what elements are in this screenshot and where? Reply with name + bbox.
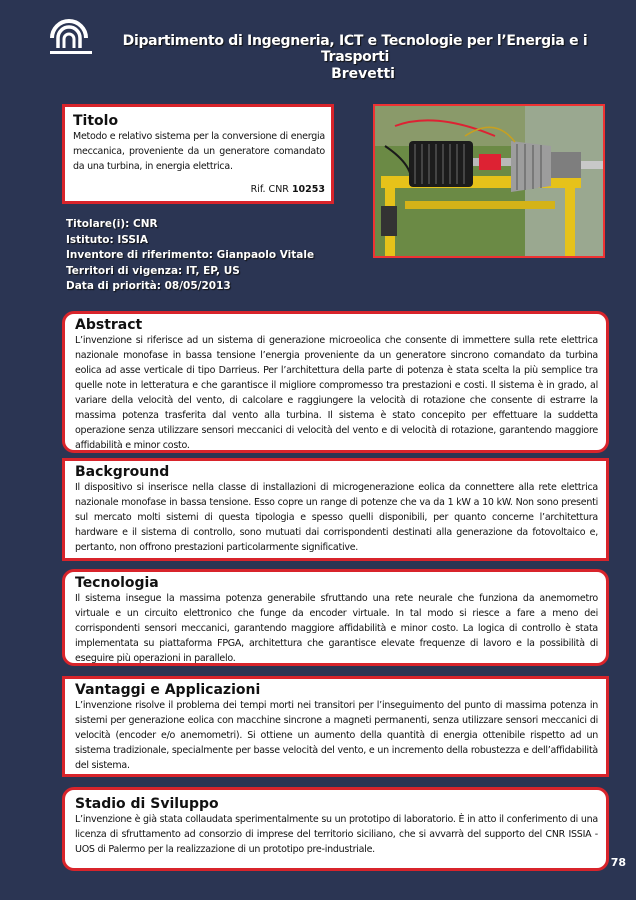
meta-territori: Territori di vigenza: IT, EP, US — [66, 264, 240, 277]
meta-titolare: Titolare(i): CNR — [66, 218, 158, 230]
titolo-heading: Titolo — [73, 113, 119, 129]
background-text: Il dispositivo si inserisce nella classe di installazioni di microgenerazione eolica da connettere alla rete elettrica nazionale monofase in bassa tensione. Esso copre un range di potenze che va da 1 kW a 10 kW. Non sono presenti sul mercato molti sistemi di questa tipologia e spesso quelli disponibili, per quanto concerne l’architettura hardware e il sistema di controllo, sono mutuati dai corrispondenti destinati alla generazione da fotovoltaico e, pertanto, non offrono prestazioni particolarmente significative. — [75, 482, 598, 553]
reference-label: Rif. CNR — [250, 184, 289, 195]
vantaggi-heading: Vantaggi e Applicazioni — [75, 682, 261, 698]
section-title: Brevetti — [331, 66, 395, 82]
page-number: 78 — [610, 856, 626, 869]
department-title: Dipartimento di Ingegneria, ICT e Tecnologie per l’Energia e i Trasporti — [122, 33, 588, 65]
prototype-photo-graphic — [375, 106, 603, 256]
titolo-text: Metodo e relativo sistema per la conversione di energia meccanica, proveniente da un generatore comandato da una turbina, in energia elettrica. — [73, 131, 325, 172]
background-heading: Background — [75, 464, 170, 480]
vantaggi-text: L’invenzione risolve il problema dei tempi morti nei transitori per l’inseguimento del punto di massima potenza in sistemi per generazione eolica con macchine sincrone a magneti permanenti, senza utilizzare sensori meccanici di velocità (encoder e/o anemometri). Si ottiene un aumento della quantità di energia ottenibile rispetto ad un sistema tradizionale, specialmente per basse velocità del vento, e un incremento della robustezza e dell’affidabilità del sistema. — [75, 700, 598, 771]
stadio-text: L’invenzione è già stata collaudata sperimentalmente su un prototipo di laboratorio. È in atto il conferimento di una licenza di sfruttamento ad consorzio di imprese del territorio siciliano, che si avvarrà del supporto del CNR ISSIA - UOS di Palermo per la realizzazione di un prototipo pre-industriale. — [75, 814, 598, 855]
stadio-card — [62, 787, 609, 871]
reference — [251, 184, 325, 195]
abstract-card — [62, 311, 609, 453]
patent-meta — [66, 217, 314, 295]
titolo-card — [62, 104, 334, 204]
abstract-text: L’invenzione si riferisce ad un sistema di generazione microeolica che consente di immettere sulla rete elettrica nazionale monofase in bassa tensione l’energia proveniente da un generatore sincrono comandato da turbina eolica ad asse verticale di tipo Darrieus. Per l’architettura della parte di potenza è stata scelta la più semplice tra quelle note in letteratura e che garantisce il migliore compromesso tra prestazioni e costi. Il sistema è in grado, al variare della velocità del vento, di calcolare e raggiungere la velocità di rotazione che consente di estrarre la massima potenza trasferita dal vento alla turbina. Il sistema è stato concepito per effettuare la suddetta operazione senza utilizzare sensori meccanici di velocità del vento e di velocità di rotazione, garantendo maggiore affidabilità e minor costo. — [75, 335, 598, 451]
tecnologia-text: Il sistema insegue la massima potenza generabile sfruttando una rete neurale che funziona da anemometro virtuale e un circuito elettronico che funge da encoder virtuale. In tal modo si riesce a fare a meno dei corrispondenti sensori meccanici, garantendo maggiore affidabilità e minor costo. La logica di controllo è stata implementata su piattaforma FPGA, architettura che garantisce elevate frequenze di lavoro e la possibilità di eseguire più operazioni in parallelo. — [75, 593, 598, 664]
vantaggi-card — [62, 676, 609, 777]
meta-data: Data di priorità: 08/05/2013 — [66, 280, 231, 292]
meta-istituto: Istituto: ISSIA — [66, 233, 148, 246]
meta-inventore: Inventore di riferimento: Gianpaolo Vitale — [66, 249, 315, 261]
cnr-logo-icon — [48, 18, 94, 58]
background-card — [62, 458, 609, 561]
stadio-heading: Stadio di Sviluppo — [75, 796, 219, 812]
tecnologia-card — [62, 569, 609, 666]
abstract-heading: Abstract — [75, 317, 143, 333]
tecnologia-heading: Tecnologia — [75, 575, 159, 591]
prototype-photo — [373, 104, 605, 258]
reference-number: 10253 — [291, 184, 325, 195]
